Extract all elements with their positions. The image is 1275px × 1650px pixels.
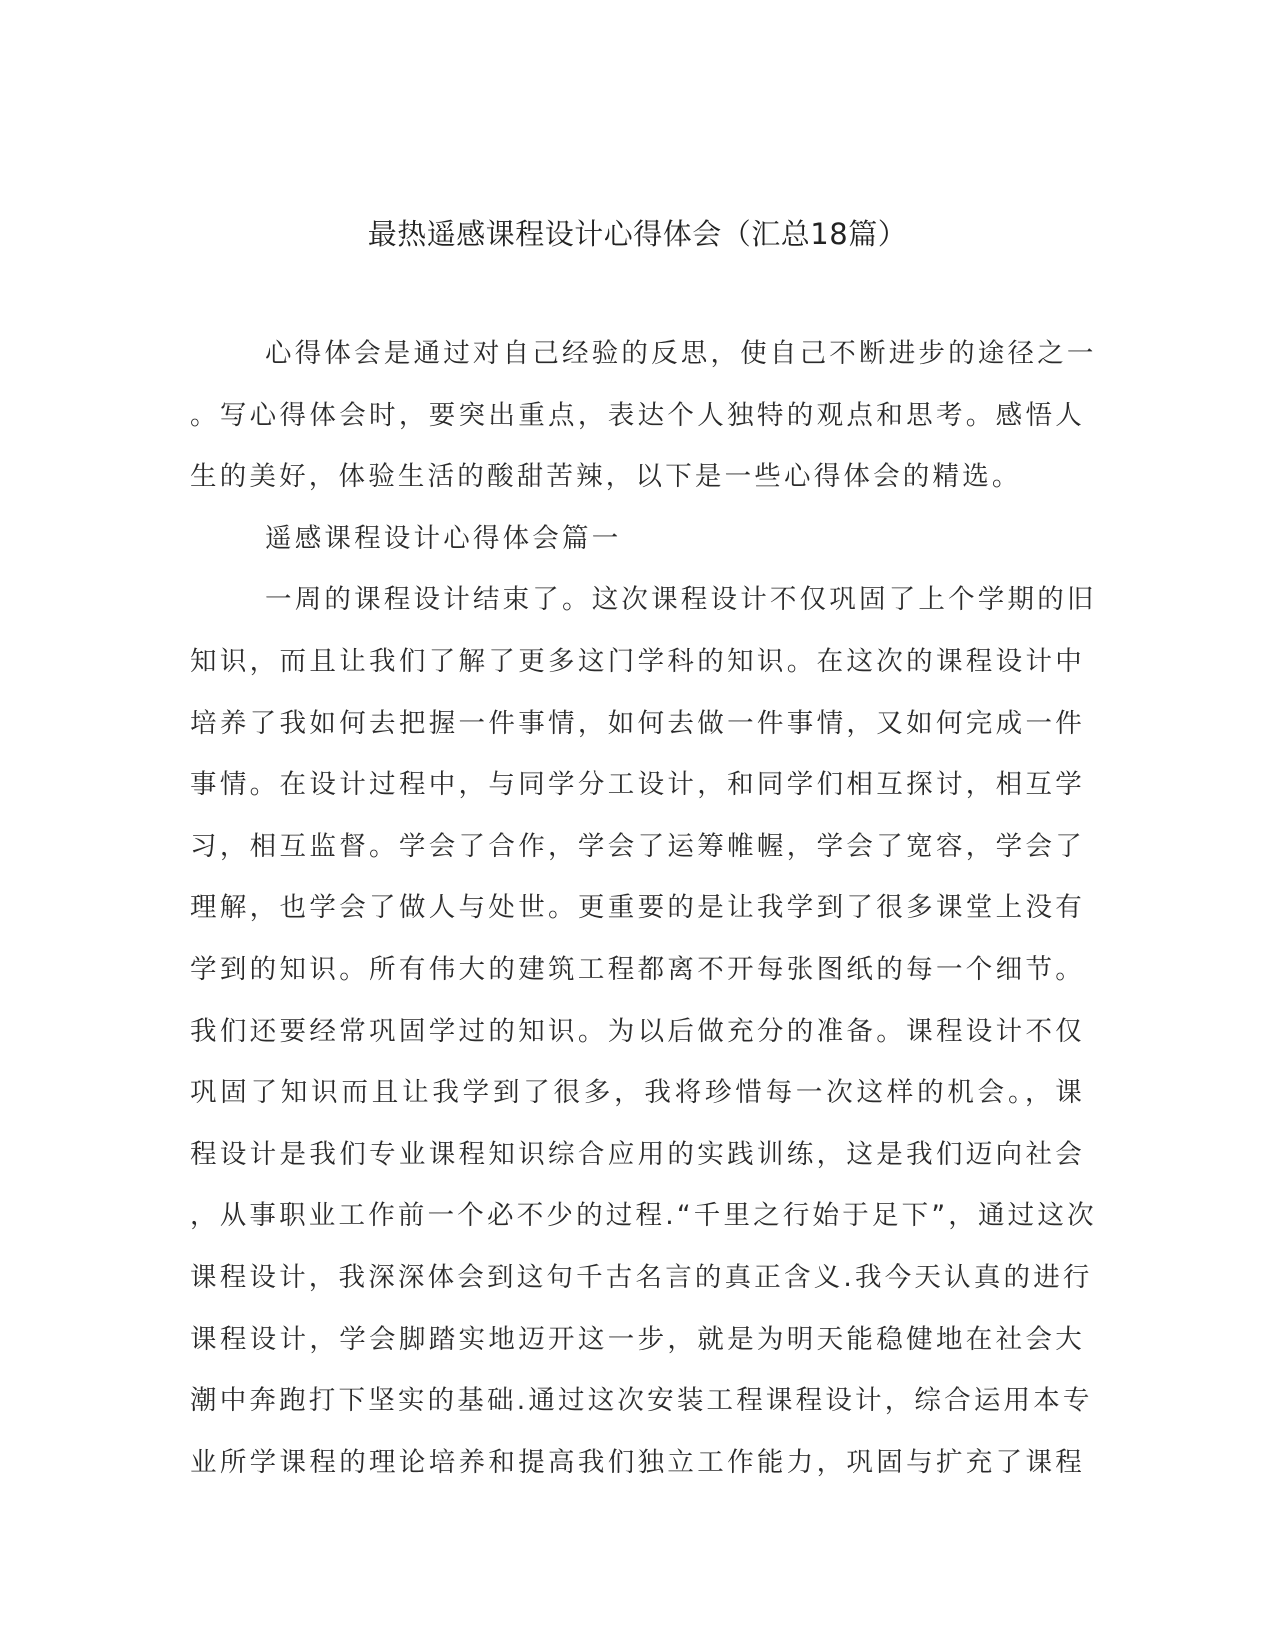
paragraph-line: 业所学课程的理论培养和提高我们独立工作能力，巩固与扩充了课程 xyxy=(190,1446,1085,1478)
paragraph-line: 知识，而且让我们了解了更多这门学科的知识。在这次的课程设计中 xyxy=(190,645,1085,677)
document-title: 最热遥感课程设计心得体会（汇总18篇） xyxy=(367,217,908,251)
paragraph-line: ，从事职业工作前一个必不少的过程.“千里之行始于足下”，通过这次 xyxy=(190,1200,1097,1232)
paragraph-line: 一周的课程设计结束了。这次课程设计不仅巩固了上个学期的旧 xyxy=(265,584,1097,616)
section-heading: 遥感课程设计心得体会篇一 xyxy=(265,522,622,554)
document-body xyxy=(190,323,1097,1493)
paragraph-line: 巩固了知识而且让我学到了很多，我将珍惜每一次这样的机会。，课 xyxy=(190,1077,1085,1109)
paragraph-line: 生的美好，体验生活的酸甜苦辣，以下是一些心得体会的精选。 xyxy=(190,461,1022,493)
paragraph-line: 理解，也学会了做人与处世。更重要的是让我学到了很多课堂上没有 xyxy=(190,892,1085,924)
paragraph-line: 课程设计，学会脚踏实地迈开这一步，就是为明天能稳健地在社会大 xyxy=(190,1323,1085,1355)
paragraph-line: 。写心得体会时，要突出重点，表达个人独特的观点和思考。感悟人 xyxy=(190,399,1085,431)
paragraph-line: 课程设计，我深深体会到这句千古名言的真正含义.我今天认真的进行 xyxy=(190,1261,1093,1293)
paragraph-line: 程设计是我们专业课程知识综合应用的实践训练，这是我们迈向社会 xyxy=(190,1138,1085,1170)
paragraph-line: 事情。在设计过程中，与同学分工设计，和同学们相互探讨，相互学 xyxy=(190,769,1085,801)
paragraph-line: 心得体会是通过对自己经验的反思，使自己不断进步的途径之一 xyxy=(265,338,1097,369)
paragraph-line: 学到的知识。所有伟大的建筑工程都离不开每张图纸的每一个细节。 xyxy=(190,953,1085,985)
paragraph-line: 我们还要经常巩固学过的知识。为以后做充分的准备。课程设计不仅 xyxy=(190,1015,1085,1047)
paragraph-line: 培养了我如何去把握一件事情，如何去做一件事情，又如何完成一件 xyxy=(190,707,1085,739)
paragraph-line: 潮中奔跑打下坚实的基础.通过这次安装工程课程设计，综合运用本专 xyxy=(190,1385,1093,1417)
paragraph-line: 习，相互监督。学会了合作，学会了运筹帷幄，学会了宽容，学会了 xyxy=(190,830,1085,862)
